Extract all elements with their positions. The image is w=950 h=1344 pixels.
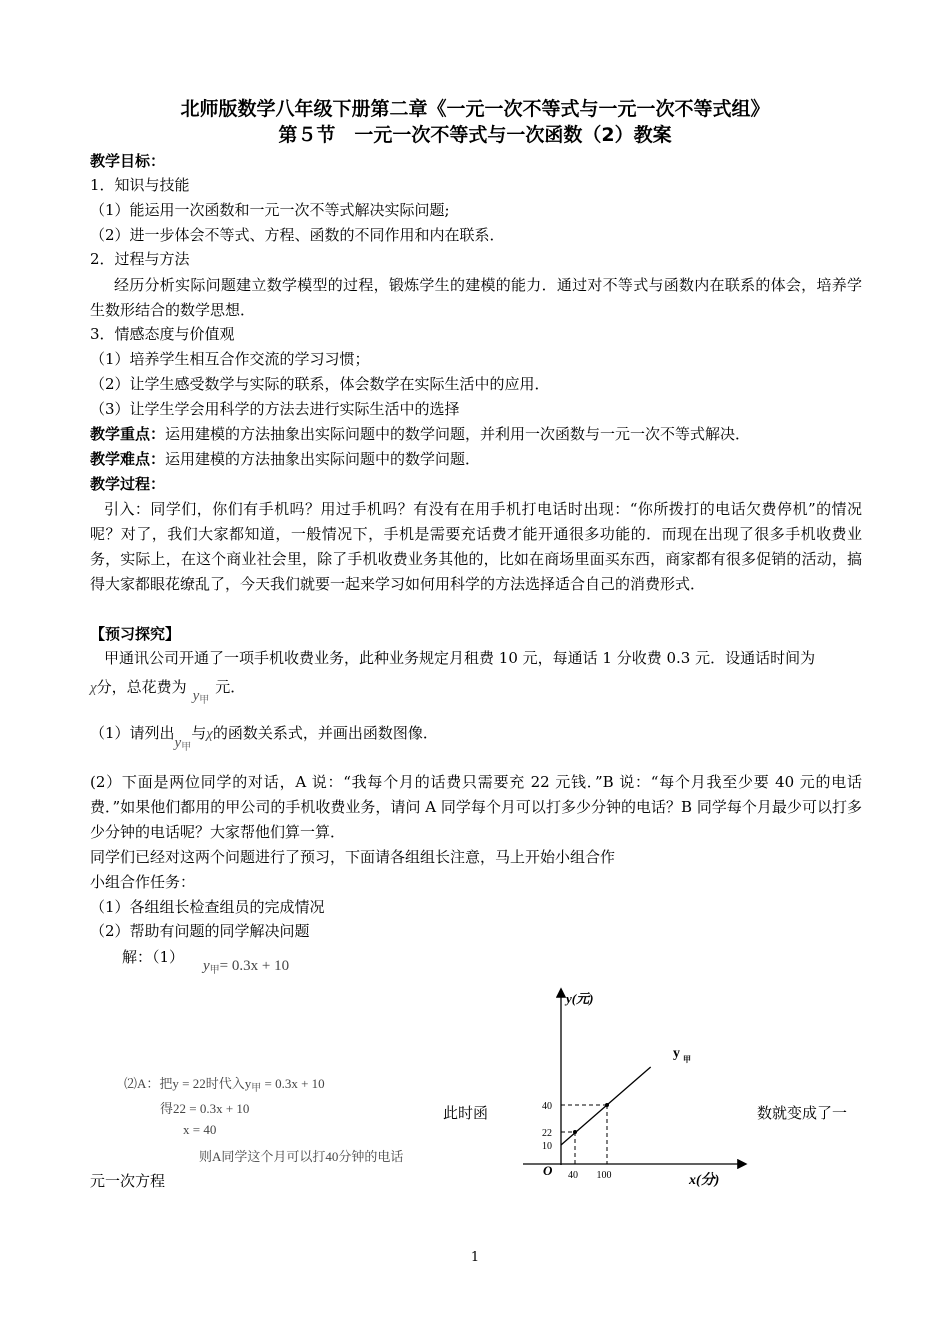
q1-y-variable bbox=[175, 735, 192, 751]
process-intro: 引入：同学们，你们有手机吗？用过手机吗？有没有在用手机打电话时出现：“你所拨打的电话欠费停机”的情况呢？对了，我们大家都知道，一般情况下，手机是需要充话费才能开通很多功能的．而现在出现了很多手机收费业务，实际上，在这个商业社会里，除了手机收费业务其他的，比如在商场里面买东西，商家都有很多促销的活动，搞得大家都眼花缭乱了，今天我们就要一起来学习如何用科学的方法选择适合自己的消费形式． bbox=[90, 500, 862, 593]
q1-text-c: 的函数关系式，并画出函数图像． bbox=[212, 724, 438, 742]
page-number: 1 bbox=[470, 1250, 480, 1265]
y-tick-22: 22 bbox=[542, 1128, 552, 1140]
key-point-text: 运用建模的方法抽象出实际问题中的数学问题，并利用一次函数与一元一次不等式解决． bbox=[165, 425, 751, 443]
question-1 bbox=[90, 722, 438, 753]
q1-text-b: 与 bbox=[191, 724, 207, 742]
solution-a-line4: 则A同学这个月可以打40分钟的电话 bbox=[199, 1149, 404, 1164]
solution-a-line2: 得22 = 0.3x + 10 bbox=[160, 1101, 250, 1116]
series-label: y bbox=[673, 1046, 680, 1061]
problem-c-text: 元． bbox=[215, 678, 246, 696]
y-tick-10: 10 bbox=[542, 1141, 552, 1152]
y-subscript: 甲 bbox=[199, 695, 210, 706]
objective-1: 1．知识与技能 bbox=[90, 176, 190, 194]
preview-problem-b bbox=[90, 676, 245, 704]
objective-3-1: （1）培养学生相互合作交流的学习习惯； bbox=[90, 350, 370, 368]
solution-eq1 bbox=[203, 958, 289, 976]
function-graph bbox=[505, 985, 755, 1195]
eq1-y-sub: 甲 bbox=[209, 965, 220, 976]
objective-3-3: （3）让学生学会用科学的方法去进行实际生活中的选择 bbox=[90, 400, 460, 418]
difficulty-text: 运用建模的方法抽象出实际问题中的数学问题． bbox=[165, 450, 481, 468]
end-text: 元一次方程 bbox=[90, 1172, 166, 1190]
preview-problem-a: 甲通讯公司开通了一项手机收费业务，此种业务规定月租费 10 元，每通话 1 分收费 0.3 元．设通话时间为 bbox=[104, 649, 816, 667]
q1-y-letter: y bbox=[174, 735, 182, 751]
series-label-sub: 甲 bbox=[683, 1055, 691, 1064]
difficulty-label: 教学难点： bbox=[90, 450, 166, 468]
point-0 bbox=[573, 1130, 577, 1134]
key-point-label: 教学重点： bbox=[90, 425, 166, 443]
eq1-y: y bbox=[203, 958, 210, 974]
y-letter: y bbox=[192, 688, 200, 704]
task-2: （2）帮助有问题的同学解决问题 bbox=[90, 922, 310, 940]
task-heading: 小组合作任务： bbox=[90, 873, 196, 891]
objective-2-text: 经历分析实际问题建立数学模型的过程，锻炼学生的建模的能力．通过对不等式与函数内在联系的体会，培养学生数形结合的数学思想． bbox=[90, 276, 862, 319]
chart-marks bbox=[542, 1046, 691, 1181]
point-1 bbox=[605, 1103, 609, 1107]
eq1-rhs: = 0.3x + 10 bbox=[219, 958, 290, 974]
q1-x-variable: χ bbox=[206, 726, 213, 742]
x-tick-100: 100 bbox=[596, 1170, 612, 1181]
task-1: （1）各组组长检查组员的完成情况 bbox=[90, 898, 325, 916]
solution-label: 解：（1） bbox=[122, 948, 185, 966]
x-variable: χ bbox=[90, 680, 97, 696]
q1-text-a: （1）请列出 bbox=[90, 724, 175, 742]
objective-1-1: （1）能运用一次函数和一元一次不等式解决实际问题; bbox=[90, 201, 450, 219]
origin-label: O bbox=[543, 1163, 553, 1178]
objective-3: 3．情感态度与价值观 bbox=[90, 325, 235, 343]
question-2: (2）下面是两位同学的对话，A 说：“我每个月的话费只需要充 22 元钱．”B 说：“每个月我至少要 40 元的电话费．”如果他们都用的甲公司的手机收费业务，请问 A 同学每个月可以打多少分钟的电话？B 同学每个月最少可以打多少分钟的电话呢？大家帮他们算一算． bbox=[90, 773, 862, 841]
a-line1-part-b: = 0.3x + 10 bbox=[261, 1076, 325, 1091]
doc-title-line1: 北师版数学八年级下册第二章《一元一次不等式与一元一次不等式组》 bbox=[180, 98, 770, 120]
a-line1-part-a: ⑵A：把y = 22时代入y bbox=[124, 1076, 252, 1091]
key-point bbox=[90, 423, 750, 445]
q1-y-subscript: 甲 bbox=[181, 742, 192, 753]
solution-a-line3: x = 40 bbox=[183, 1122, 217, 1137]
y-axis-label: y(元) bbox=[566, 991, 594, 1006]
preview-heading: 【预习探究】 bbox=[90, 625, 181, 643]
objective-2: 2．过程与方法 bbox=[90, 250, 190, 268]
y-variable bbox=[193, 688, 210, 704]
a-line1-sub: 甲 bbox=[251, 1083, 262, 1094]
process-heading: 教学过程： bbox=[90, 475, 166, 493]
mid-text: 此时函 bbox=[443, 1104, 489, 1122]
doc-title-line2: 第５节 一元一次不等式与一次函数（2）教案 bbox=[278, 124, 672, 146]
objective-1-2: （2）进一步体会不等式、方程、函数的不同作用和内在联系． bbox=[90, 226, 505, 244]
y-tick-40: 40 bbox=[542, 1101, 552, 1112]
solution-a-line1 bbox=[124, 1073, 325, 1094]
objectives-heading: 教学目标： bbox=[90, 152, 166, 170]
difficulty bbox=[90, 448, 480, 470]
preview-note: 同学们已经对这两个问题进行了预习，下面请各组组长注意，马上开始小组合作 bbox=[90, 848, 616, 866]
x-axis-label: x(分) bbox=[689, 1173, 720, 1188]
x-tick-40: 40 bbox=[568, 1170, 578, 1181]
problem-b-text: 分，总花费为 bbox=[96, 678, 187, 696]
right-text: 数就变成了一 bbox=[757, 1104, 848, 1122]
objective-3-2: （2）让学生感受数学与实际的联系，体会数学在实际生活中的应用． bbox=[90, 375, 550, 393]
